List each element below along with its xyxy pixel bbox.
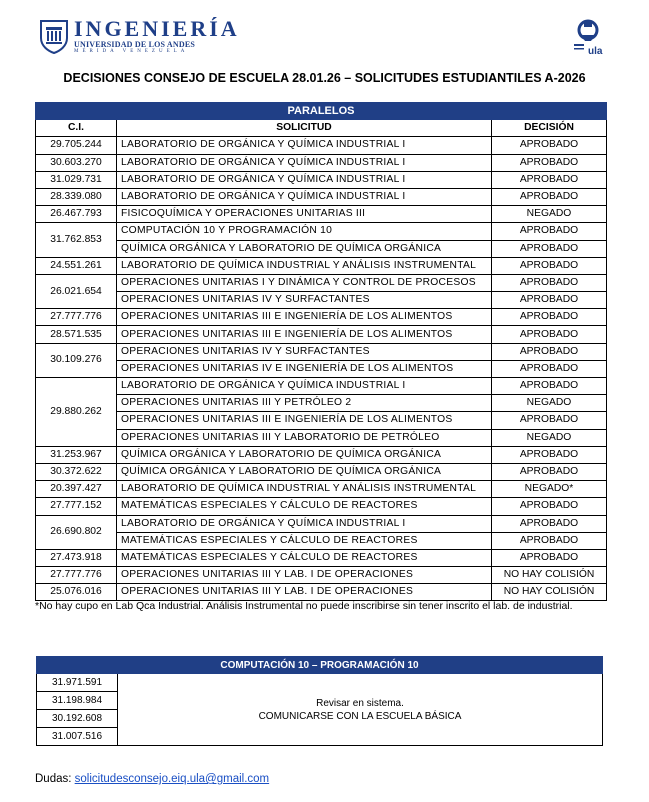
table-band-title: PARALELOS <box>36 103 607 120</box>
ci-cell: 27.473.918 <box>36 549 117 566</box>
solicitud-cell: OPERACIONES UNITARIAS III Y LABORATORIO DE PETRÓLEO <box>117 429 492 446</box>
table2-message <box>118 674 603 746</box>
solicitud-cell: QUÍMICA ORGÁNICA Y LABORATORIO DE QUÍMICA ORGÁNICA <box>117 463 492 480</box>
decision-cell: APROBADO <box>492 326 607 343</box>
solicitud-cell: OPERACIONES UNITARIAS IV Y SURFACTANTES <box>117 292 492 309</box>
solicitud-cell: OPERACIONES UNITARIAS III Y LAB. I DE OPERACIONES <box>117 567 492 584</box>
logo-sub-text: UNIVERSIDAD DE LOS ANDES <box>74 40 196 49</box>
decision-cell: APROBADO <box>492 549 607 566</box>
solicitud-cell: OPERACIONES UNITARIAS IV Y SURFACTANTES <box>117 343 492 360</box>
decision-cell: APROBADO <box>492 171 607 188</box>
ci-cell: 20.397.427 <box>36 481 117 498</box>
decision-cell: APROBADO <box>492 240 607 257</box>
table2-ci: 30.192.608 <box>37 710 118 728</box>
table-row <box>36 412 607 429</box>
solicitud-cell: FISICOQUÍMICA Y OPERACIONES UNITARIAS III <box>117 206 492 223</box>
solicitud-cell: LABORATORIO DE ORGÁNICA Y QUÍMICA INDUSTRIAL I <box>117 188 492 205</box>
ci-cell: 29.705.244 <box>36 137 117 154</box>
decision-cell: APROBADO <box>492 257 607 274</box>
decision-cell: NEGADO <box>492 429 607 446</box>
solicitud-cell: OPERACIONES UNITARIAS I Y DINÁMICA Y CONTROL DE PROCESOS <box>117 274 492 291</box>
solicitud-cell: LABORATORIO DE ORGÁNICA Y QUÍMICA INDUSTRIAL I <box>117 171 492 188</box>
table-row <box>36 137 607 154</box>
solicitud-cell: QUÍMICA ORGÁNICA Y LABORATORIO DE QUÍMICA ORGÁNICA <box>117 446 492 463</box>
decision-cell: APROBADO <box>492 412 607 429</box>
university-seal-icon <box>38 18 70 54</box>
document-title: DECISIONES CONSEJO DE ESCUELA 28.01.26 – SOLICITUDES ESTUDIANTILES A-2026 <box>63 71 586 85</box>
table-row <box>36 171 607 188</box>
table-row <box>36 378 607 395</box>
decision-cell: APROBADO <box>492 515 607 532</box>
svg-text:ula: ula <box>588 46 603 57</box>
ci-cell: 27.777.776 <box>36 309 117 326</box>
decision-cell: APROBADO <box>492 137 607 154</box>
solicitud-cell: OPERACIONES UNITARIAS III E INGENIERÍA DE LOS ALIMENTOS <box>117 326 492 343</box>
ci-cell: 26.467.793 <box>36 206 117 223</box>
solicitud-cell: MATEMÁTICAS ESPECIALES Y CÁLCULO DE REACTORES <box>117 498 492 515</box>
solicitud-cell: OPERACIONES UNITARIAS III E INGENIERÍA DE LOS ALIMENTOS <box>117 309 492 326</box>
solicitud-cell: OPERACIONES UNITARIAS III Y LAB. I DE OPERACIONES <box>117 584 492 601</box>
table-row <box>36 326 607 343</box>
decision-cell: APROBADO <box>492 378 607 395</box>
solicitud-cell: LABORATORIO DE ORGÁNICA Y QUÍMICA INDUSTRIAL I <box>117 137 492 154</box>
table-row <box>36 481 607 498</box>
footnote: *No hay cupo en Lab Qca Industrial. Análisis Instrumental no puede inscribirse sin tener inscrito el lab. de industrial. <box>35 600 573 612</box>
contact-line <box>35 773 269 785</box>
ci-cell: 24.551.261 <box>36 257 117 274</box>
decision-cell: APROBADO <box>492 446 607 463</box>
computacion-table <box>36 656 603 746</box>
decision-cell: APROBADO <box>492 360 607 377</box>
solicitud-cell: LABORATORIO DE ORGÁNICA Y QUÍMICA INDUSTRIAL I <box>117 154 492 171</box>
table-row <box>36 257 607 274</box>
decision-cell: NEGADO <box>492 206 607 223</box>
table-row <box>36 206 607 223</box>
logo-location-text: MÉRIDA VENEZUELA <box>74 49 189 54</box>
decision-cell: NEGADO <box>492 395 607 412</box>
solicitud-cell: LABORATORIO DE QUÍMICA INDUSTRIAL Y ANÁLISIS INSTRUMENTAL <box>117 257 492 274</box>
decision-cell: APROBADO <box>492 532 607 549</box>
decision-cell: APROBADO <box>492 154 607 171</box>
table-row <box>36 274 607 291</box>
decision-cell: NO HAY COLISIÓN <box>492 567 607 584</box>
table-row <box>36 515 607 532</box>
solicitud-cell: MATEMÁTICAS ESPECIALES Y CÁLCULO DE REACTORES <box>117 549 492 566</box>
ingenieria-logo <box>38 16 240 58</box>
solicitud-cell: LABORATORIO DE ORGÁNICA Y QUÍMICA INDUSTRIAL I <box>117 378 492 395</box>
logo-main-text: INGENIERÍA <box>74 16 240 41</box>
solicitud-cell: QUÍMICA ORGÁNICA Y LABORATORIO DE QUÍMICA ORGÁNICA <box>117 240 492 257</box>
column-header-decision: DECISIÓN <box>492 120 607 137</box>
ci-cell: 26.021.654 <box>36 274 117 308</box>
decision-cell: NO HAY COLISIÓN <box>492 584 607 601</box>
column-header-solicitud: SOLICITUD <box>117 120 492 137</box>
ci-cell: 31.253.967 <box>36 446 117 463</box>
table-row <box>36 343 607 360</box>
table2-ci: 31.198.984 <box>37 692 118 710</box>
paralelos-table <box>35 102 607 601</box>
table-row <box>36 395 607 412</box>
table-row <box>36 309 607 326</box>
column-header-ci: C.I. <box>36 120 117 137</box>
ci-cell: 30.372.622 <box>36 463 117 480</box>
table-row <box>36 549 607 566</box>
table-row <box>36 223 607 240</box>
ci-cell: 27.777.776 <box>36 567 117 584</box>
table2-ci: 31.971.591 <box>37 674 118 692</box>
decision-cell: APROBADO <box>492 188 607 205</box>
ci-cell: 30.603.270 <box>36 154 117 171</box>
ci-cell: 31.762.853 <box>36 223 117 257</box>
solicitud-cell: LABORATORIO DE QUÍMICA INDUSTRIAL Y ANÁLISIS INSTRUMENTAL <box>117 481 492 498</box>
table-row <box>36 532 607 549</box>
contact-label: Dudas: <box>35 773 72 785</box>
contact-email-link[interactable]: solicitudesconsejo.eiq.ula@gmail.com <box>74 773 270 785</box>
solicitud-cell: MATEMÁTICAS ESPECIALES Y CÁLCULO DE REACTORES <box>117 532 492 549</box>
ci-cell: 26.690.802 <box>36 515 117 549</box>
solicitud-cell: OPERACIONES UNITARIAS III E INGENIERÍA DE LOS ALIMENTOS <box>117 412 492 429</box>
table-row <box>36 446 607 463</box>
table-row <box>36 498 607 515</box>
decision-cell: APROBADO <box>492 309 607 326</box>
ci-cell: 25.076.016 <box>36 584 117 601</box>
table-row <box>36 188 607 205</box>
ci-cell: 29.880.262 <box>36 378 117 447</box>
solicitud-cell: COMPUTACIÓN 10 Y PROGRAMACIÓN 10 <box>117 223 492 240</box>
ci-cell: 28.339.080 <box>36 188 117 205</box>
table-row <box>36 240 607 257</box>
solicitud-cell: OPERACIONES UNITARIAS III Y PETRÓLEO 2 <box>117 395 492 412</box>
ci-cell: 27.777.152 <box>36 498 117 515</box>
solicitud-cell: OPERACIONES UNITARIAS IV E INGENIERÍA DE LOS ALIMENTOS <box>117 360 492 377</box>
solicitud-cell: LABORATORIO DE ORGÁNICA Y QUÍMICA INDUSTRIAL I <box>117 515 492 532</box>
decision-cell: APROBADO <box>492 274 607 291</box>
table2-message-line2: COMUNICARSE CON LA ESCUELA BÁSICA <box>258 710 462 722</box>
ula-logo-icon <box>564 17 608 57</box>
table2-message-line1: Revisar en sistema. <box>316 697 404 709</box>
table-row <box>36 584 607 601</box>
ci-cell: 28.571.535 <box>36 326 117 343</box>
table-row <box>36 567 607 584</box>
table-row <box>36 154 607 171</box>
decision-cell: APROBADO <box>492 292 607 309</box>
decision-cell: APROBADO <box>492 343 607 360</box>
table2-ci: 31.007.516 <box>37 728 118 746</box>
ci-cell: 30.109.276 <box>36 343 117 377</box>
decision-cell: NEGADO* <box>492 481 607 498</box>
decision-cell: APROBADO <box>492 498 607 515</box>
table-row <box>36 360 607 377</box>
table2-band-title: COMPUTACIÓN 10 – PROGRAMACIÓN 10 <box>37 657 603 674</box>
decision-cell: APROBADO <box>492 463 607 480</box>
table-row <box>36 463 607 480</box>
table-row <box>36 292 607 309</box>
ci-cell: 31.029.731 <box>36 171 117 188</box>
decision-cell: APROBADO <box>492 223 607 240</box>
table-row <box>36 429 607 446</box>
